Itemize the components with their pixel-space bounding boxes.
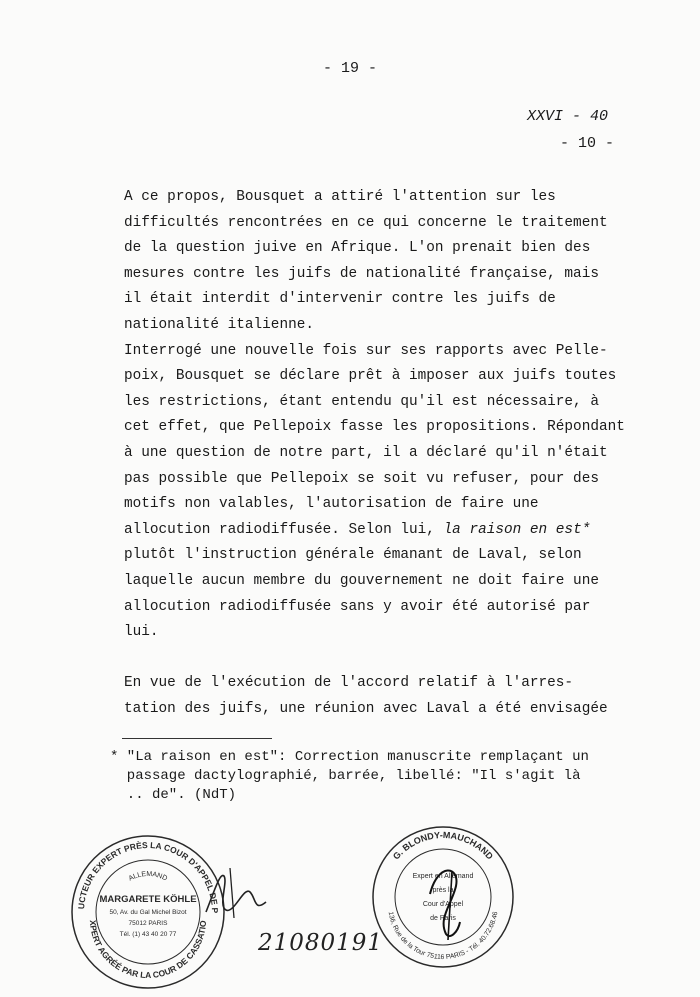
page-number: - 19 -: [322, 60, 377, 77]
stamp-name: MARGARETE KÖHLE: [99, 894, 197, 905]
svg-text:ALLEMAND: [128, 871, 169, 883]
stamp-phone: Tél. (1) 43 40 20 77: [119, 931, 177, 938]
text-line: lui.: [124, 624, 159, 641]
text-line: A ce propos, Bousquet a attiré l'attention sur les: [124, 189, 556, 205]
text-line: cet effet, que Pellepoix fasse les propositions. Répondant: [124, 419, 625, 436]
text-line: motifs non valables, l'autorisation de faire une: [124, 496, 539, 513]
expert-stamp: [368, 822, 518, 977]
stamp-ring-bottom: 136, Rue de la Tour 75116 PARIS - Tél. 40.72.68.46: [386, 911, 500, 961]
text-line: mesures contre les juifs de nationalité française, mais: [124, 265, 599, 282]
text-line: Interrogé une nouvelle fois sur ses rapports avec Pelle-: [124, 342, 608, 359]
stamp-address: 50, Av. du Gal Michel Bizot: [109, 909, 187, 916]
stamp-ring-bottom: XPERT AGRÉÉ PAR LA COUR DE CASSATIO: [87, 919, 209, 981]
text-segment: allocution radiodiffusée. Selon lui,: [124, 521, 444, 538]
text-line: il était interdit d'intervenir contre les juifs de: [124, 291, 556, 308]
text-line: les restrictions, étant entendu qu'il est nécessaire, à: [124, 393, 599, 410]
footnote-line: * "La raison en est": Correction manuscrite remplaçant un: [110, 749, 589, 765]
text-line: plutôt l'instruction générale émanant de Laval, selon: [124, 547, 582, 564]
footnote-line: .. de". (NdT): [110, 787, 237, 803]
stamp-inner-line: Cour d'Appel: [422, 901, 464, 908]
text-line: difficultés rencontrées en ce qui concerne le traitement: [124, 214, 608, 231]
text-line: tation des juifs, une réunion avec Laval a été envisagée: [124, 700, 608, 717]
footnote-divider: [122, 738, 272, 739]
text-line: En vue de l'exécution de l'accord relatif à l'arres-: [124, 675, 574, 692]
stamp-inner-line: près la: [432, 887, 454, 894]
stamp-ring-sub: ALLEMAND: [127, 870, 169, 883]
text-line: de la question juive en Afrique. L'on prenait bien des: [124, 240, 591, 257]
stamp-city: 75012 PARIS: [128, 920, 168, 927]
text-line: pas possible que Pellepoix se soit vu refuser, pour des: [124, 470, 599, 487]
stamp-inner-line: de Paris: [430, 915, 456, 922]
handwritten-date: 21080191: [258, 930, 384, 956]
stamp-ring-top: UCTEUR EXPERT PRÈS LA COUR D'APPEL DE P: [76, 839, 221, 913]
document-reference: XXVI - 40: [526, 108, 608, 125]
svg-text:G. BLONDY-MAUCHAND: [391, 830, 496, 862]
main-text: [124, 185, 624, 722]
stamp-ring-top: G. BLONDY-MAUCHAND: [390, 829, 496, 862]
footnote-line: passage dactylographié, barrée, libellé: "Il s'agit là: [110, 768, 581, 784]
text-line: [124, 518, 624, 544]
text-line: allocution radiodiffusée sans y avoir été autorisé par: [124, 598, 591, 615]
text-line: laquelle aucun membre du gouvernement ne doit faire une: [124, 572, 599, 589]
footnote: [110, 748, 630, 805]
document-subpage: - 10 -: [559, 135, 614, 152]
handwritten-correction: la raison en est*: [443, 521, 591, 538]
text-line: à une question de notre part, il a déclaré qu'il n'était: [124, 444, 608, 461]
stamp-inner-line: Expert en Allemand: [412, 873, 474, 880]
text-line: poix, Bousquet se déclare prêt à imposer aux juifs toutes: [124, 368, 617, 385]
signature: [200, 862, 270, 927]
text-line: nationalité italienne.: [124, 316, 314, 333]
